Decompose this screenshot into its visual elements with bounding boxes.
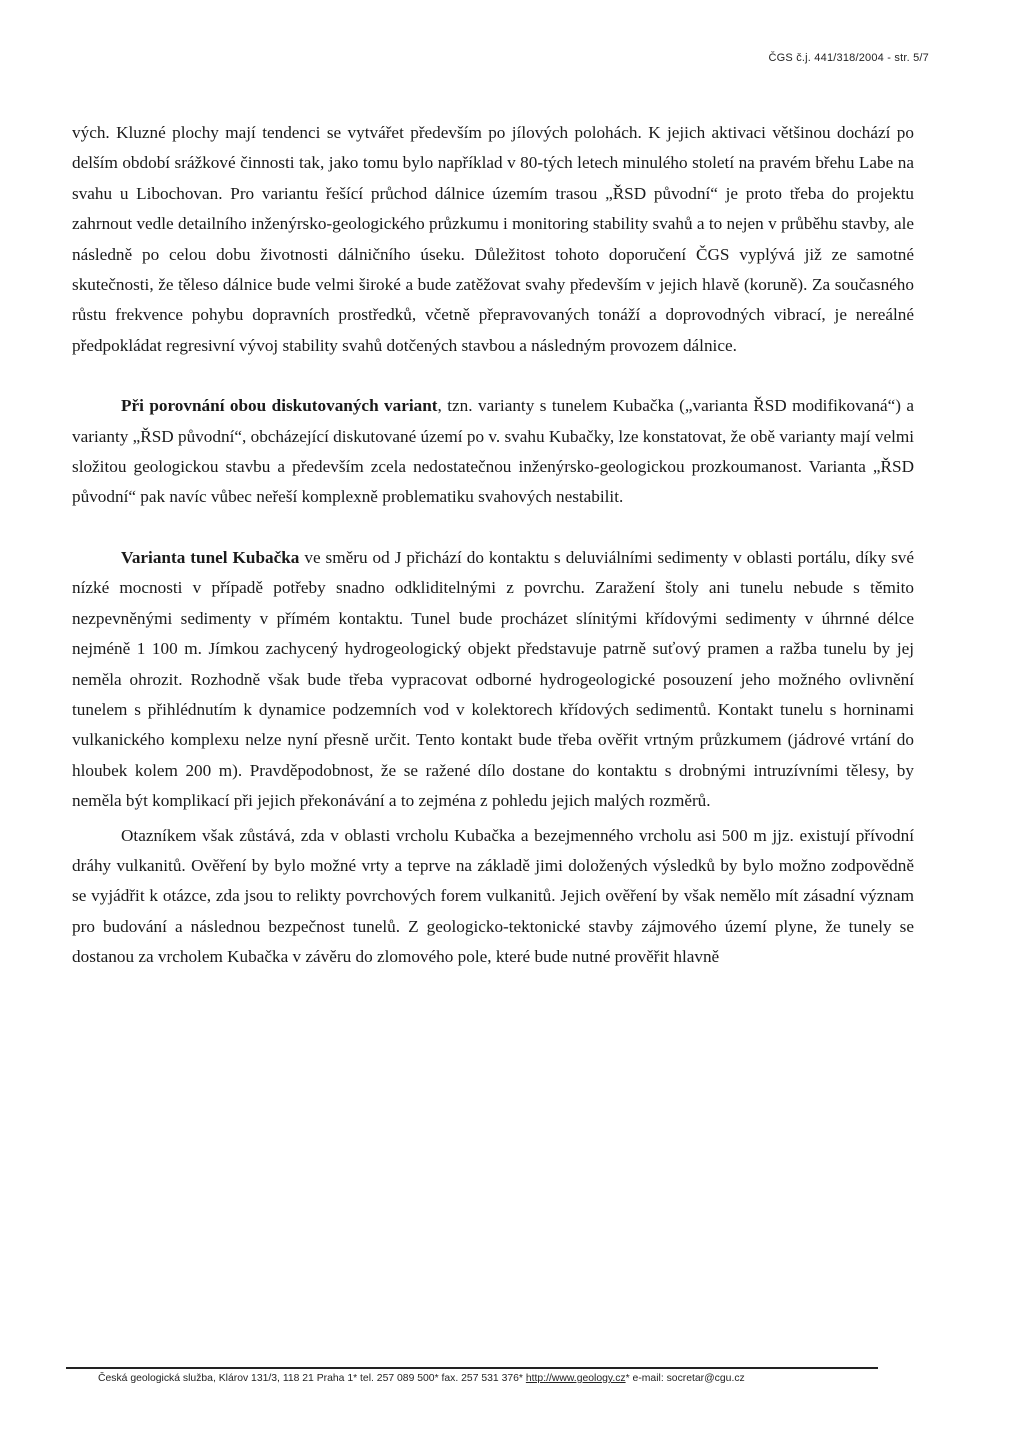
document-body [72,118,914,973]
paragraph-slope-stability [72,118,914,361]
paragraph-text: vých. Kluzné plochy mají tendenci se vytvářet především po jílových polohách. K jejich aktivaci většinou dochází po delším období srážkové činnosti tak, jako tomu bylo například v 80-tých letech minulého století na pravém břehu Labe na svahu u Libochovan. Pro variantu řešící průchod dálnice územím trasou „ŘSD původní“ je proto třeba do projektu zahrnout vedle detailního inženýrsko-geologického průzkumu i monitoring stability svahů a to nejen v průběhu stavby, ale následně po celou dobu životnosti dálničního úseku. Důležitost tohoto doporučení ČGS vyplývá již ze samotné skutečnosti, že těleso dálnice bude velmi široké a bude zatěžovat svahy především v jejich hlavě (koruně). Za současného růstu frekvence pohybu dopravních prostředků, včetně přepravovaných tonáží a doprovodných vibrací, je nereálné předpokládat regresivní vývoj stability svahů dotčených stavbou a následným provozem dálnice. [72,123,914,355]
paragraph-volcanic-channels [72,821,914,973]
paragraph-lead: Varianta tunel Kubačka [121,547,300,567]
paragraph-lead: Při porovnání obou diskutovaných variant [121,396,438,416]
paragraph-tunnel-variant [72,543,914,817]
document-reference: ČGS č.j. 441/318/2004 - str. 5/7 [768,52,929,64]
footer-address: Česká geologická služba, Klárov 131/3, 118 21 Praha 1* tel. 257 089 500* fax. 257 531 376* [98,1373,523,1384]
paragraph-variant-comparison [72,391,914,513]
footer-email: * e-mail: socretar@cgu.cz [625,1373,745,1384]
footer [98,1373,745,1384]
footer-divider [66,1367,878,1369]
paragraph-text: , tzn. varianty s tunelem Kubačka („varianta ŘSD modifikovaná“) a varianty „ŘSD původní“, obcházející diskutované území po v. svahu Kubačky, lze konstatovat, že obě varianty mají velmi složitou geologickou stavbu a především zcela nedostatečnou inženýrsko-geologickou prozkoumanost. Varianta „ŘSD původní“ pak navíc vůbec neřeší komplexně problematiku svahových nestabilit. [72,396,914,507]
paragraph-text: Otazníkem však zůstává, zda v oblasti vrcholu Kubačka a bezejmenného vrcholu asi 500 m jjz. existují přívodní dráhy vulkanitů. Ověření by bylo možné vrty a teprve na základě jimi doložených výsledků by bylo možno zodpovědně se vyjádřit k otázce, zda jsou to relikty povrchových forem vulkanitů. Jejich ověření by však nemělo mít zásadní význam pro budování a následnou bezpečnost tunelů. Z geologicko-tektonické stavby zájmového území plyne, že tunely se dostanou za vrcholem Kubačka v závěru do zlomového pole, které bude nutné prověřit hlavně [72,825,914,967]
paragraph-text: ve směru od J přichází do kontaktu s deluviálními sedimenty v oblasti portálu, díky své nízké mocnosti v případě potřeby snadno odkliditelnými z povrchu. Zaražení štoly ani tunelu nebude s těmito nezpevněnými sedimenty v přímém kontaktu. Tunel bude procházet slínitými křídovými sedimenty v úhrnné délce nejméně 1 100 m. Jímkou zachycený hydrogeologický objekt představuje patrně suťový pramen a ražba tunelu by jej neměla ohrozit. Rozhodně však bude třeba vypracovat odborné hydrogeologické posouzení jeho možného ovlivnění tunelem s přihlédnutím k dynamice podzemních vod v kolektorech křídových sedimentů. Kontakt tunelu s horninami vulkanického komplexu nelze nyní přesně určit. Tento kontakt bude třeba ověřit vrtným průzkumem (jádrové vrtání do hloubek kolem 200 m). Pravděpodobnost, že se ražené dílo dostane do kontaktu s drobnými intruzívními tělesy, by neměla být komplikací při jejich překonávání a to zejména z pohledu jejich malých rozměrů. [72,547,914,811]
footer-website-link[interactable]: http://www.geology.cz [525,1373,626,1384]
